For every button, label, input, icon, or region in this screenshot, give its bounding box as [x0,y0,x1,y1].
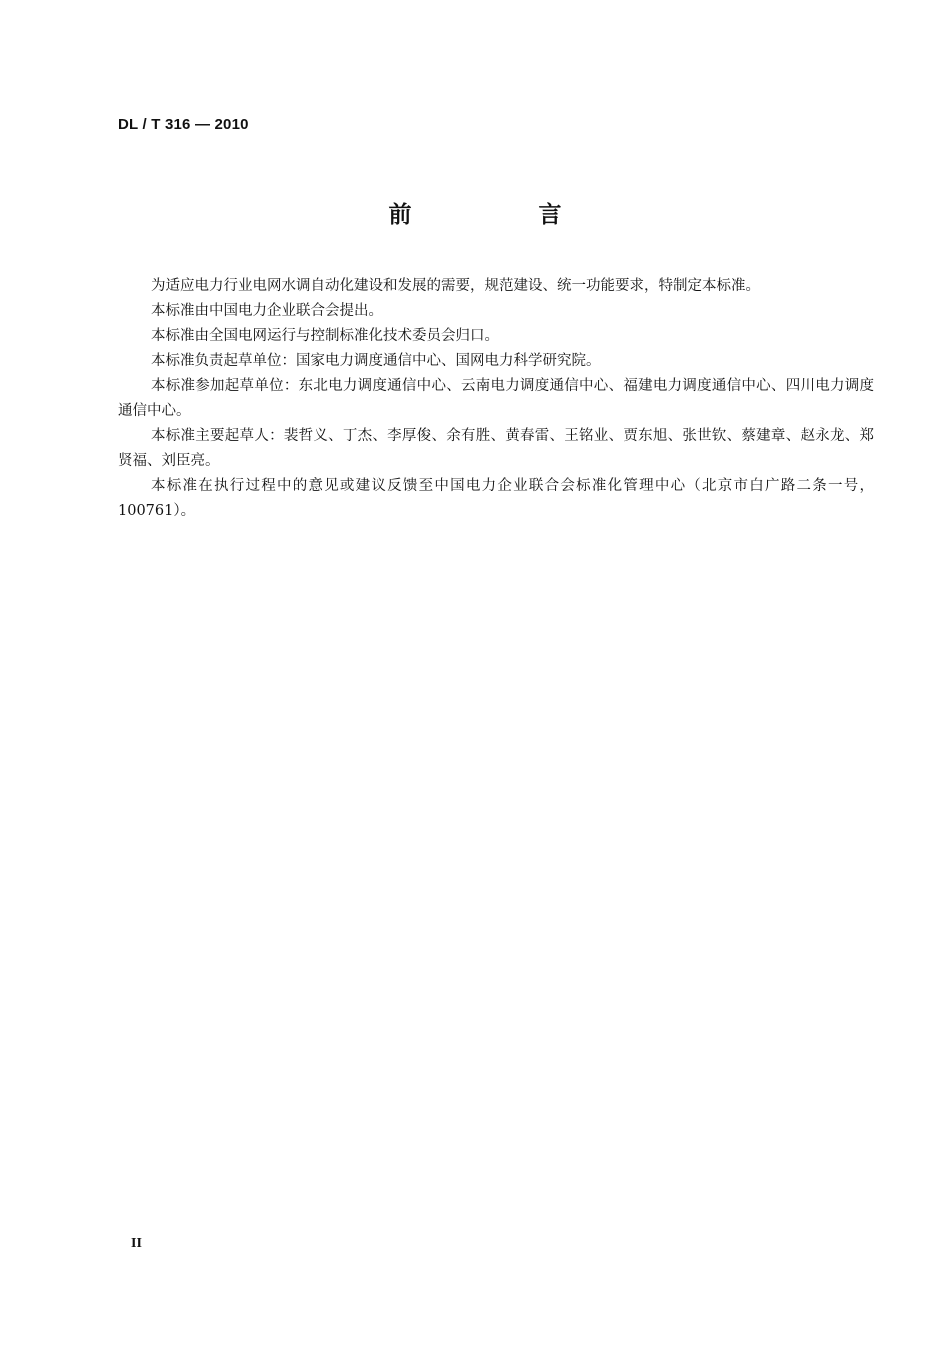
page-number: II [131,1236,142,1251]
paragraph-proposed-by: 本标准由中国电力企业联合会提出。 [151,303,383,319]
paragraph-centralized-by: 本标准由全国电网运行与控制标准化技术委员会归口。 [151,328,499,344]
page-title: 前 言 [388,202,614,228]
paragraph-feedback: 本标准在执行过程中的意见或建议反馈至中国电力企业联合会标准化管理中心（北京市白广路二条一号，100761）。 [118,478,874,519]
paragraph-lead-drafters: 本标准负责起草单位：国家电力调度通信中心、国网电力科学研究院。 [151,353,601,369]
foreword-body [118,274,874,524]
paragraph-main-drafters: 本标准主要起草人：裴哲义、丁杰、李厚俊、余有胜、黄春雷、王铭业、贾东旭、张世钦、蔡建章、赵永龙、郑贤福、刘臣亮。 [118,428,874,469]
paragraph-purpose: 为适应电力行业电网水调自动化建设和发展的需要，规范建设、统一功能要求，特制定本标准。 [151,278,760,294]
paragraph-participating-drafters: 本标准参加起草单位：东北电力调度通信中心、云南电力调度通信中心、福建电力调度通信中心、四川电力调度通信中心。 [118,378,874,419]
document-code: DL / T 316 — 2010 [118,116,249,133]
